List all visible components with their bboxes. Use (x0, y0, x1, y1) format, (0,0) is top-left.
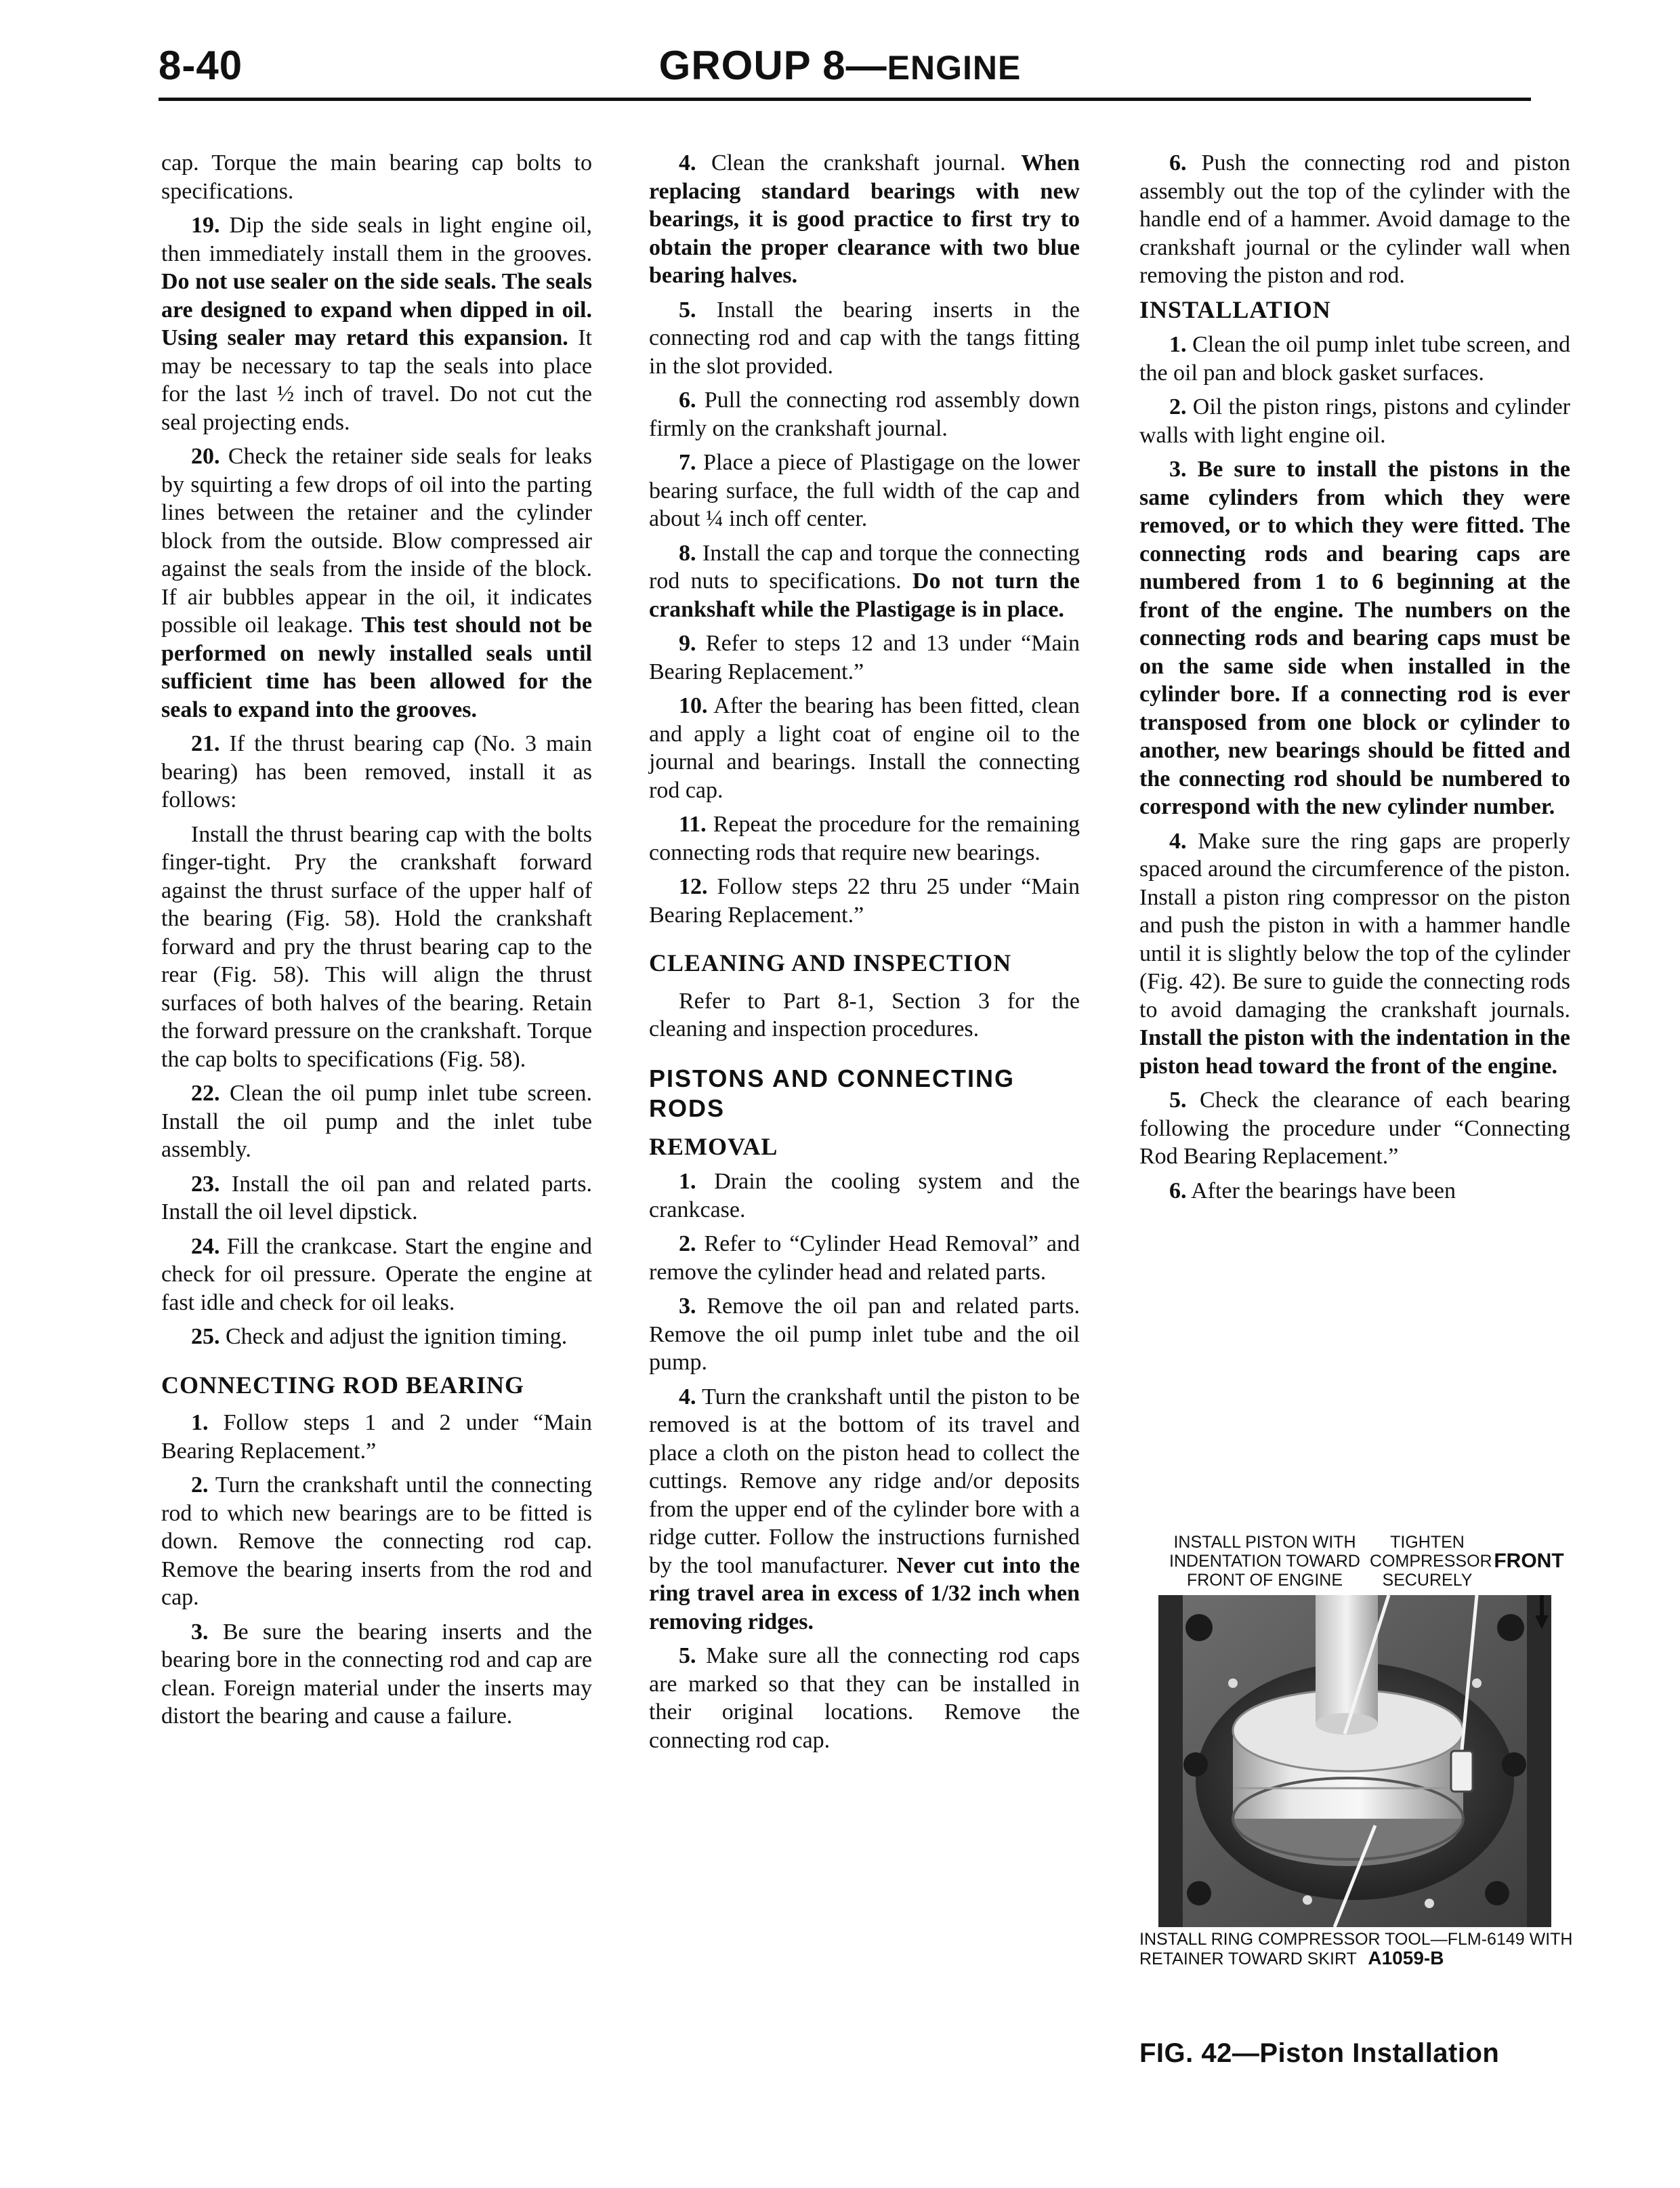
removal-step-1: 1. Drain the cooling system and the crankcase. (649, 1169, 1080, 1222)
step-number: 5. (679, 297, 696, 323)
step-number: 8. (679, 540, 696, 566)
group-name: ENGINE (887, 49, 1022, 87)
compressor-ratchet (1451, 1751, 1473, 1792)
installation-step-1: 1. Clean the oil pump inlet tube screen, and the oil pan and block gasket surfaces. (1139, 332, 1570, 386)
paragraph: Refer to Part 8-1, Section 3 for the cleaning and inspection procedures. (649, 988, 1080, 1041)
figure-caption: FIG. 42—Piston Installation (1139, 2038, 1500, 2068)
installation-step-4: 4. Make sure the ring gaps are properly spaced around the circumference of the piston. Install a piston ring compressor on the piston and push the piston in with a hammer handle until it is slightly below the top of the cylinder (Fig. 42). Be sure to guide the connecting rods to avoid damaging the crankshaft journals. Install the piston with the indentation in the piston head toward the front of the engine. (1139, 828, 1570, 1079)
step-number: 21. (191, 731, 220, 756)
step-number: 6. (679, 388, 696, 413)
step-number: 23. (191, 1171, 220, 1197)
step-24: 24. Fill the crankcase. Start the engine and check for oil pressure. Operate the engine at fast idle and check for oil leaks. (161, 1233, 592, 1315)
step-number: 2. (1169, 394, 1187, 419)
step-number: 4. (679, 150, 696, 176)
head-bolt-hole (1497, 1614, 1524, 1641)
step-8: 8. Install the cap and torque the connecting rod nuts to specifications. Do not turn the crankshaft while the Plastigage is in place. (649, 540, 1080, 622)
installation-step-5: 5. Check the clearance of each bearing following the procedure under “Connecting Rod Bearing Replacement.” (1139, 1088, 1570, 1169)
paragraph: Install the thrust bearing cap with the bolts finger-tight. Pry the crankshaft forward against the thrust surface of the upper half of the bearing (Fig. 58). Hold the crankshaft forward and pry the thrust bearing cap to the rear (Fig. 58). This will align the thrust surfaces of both halves of the bearing. Retain the forward pressure on the crankshaft. Torque the cap bolts to specifications (Fig. 58). (161, 821, 592, 1072)
text-column-2 (649, 149, 1080, 1760)
section-heading-connecting-rod-bearing: CONNECTING ROD BEARING (161, 1371, 525, 1399)
installation-step-2: 2. Oil the piston rings, pistons and cylinder walls with light engine oil. (1139, 394, 1571, 448)
callout-install-piston: INSTALL PISTON WITH INDENTATION TOWARD FRONT OF ENGINE (1169, 1533, 1360, 1590)
step-number: 3. (1169, 457, 1187, 482)
step-23: 23. Install the oil pan and related parts. Install the oil level dipstick. (161, 1171, 592, 1224)
step-number: 1. (679, 1169, 696, 1194)
step-9: 9. Refer to steps 12 and 13 under “Main Bearing Replacement.” (649, 631, 1080, 684)
step-7: 7. Place a piece of Plastigage on the lower bearing surface, the full width of the cap and about ¼ inch off center. (649, 450, 1080, 531)
group-dash: — (845, 43, 887, 88)
step-20: 20. Check the retainer side seals for leaks by squirting a few drops of oil into the parting lines between the retainer and the cylinder block from the outside. Blow compressed air against the seals from the inside of the block. If air bubbles appear in the oil, it indicates possible oil leakage. This test should not be performed on newly installed seals until sufficient time has been allowed for the seals to expand into the grooves. (161, 444, 593, 722)
head-bolt-hole (1485, 1881, 1509, 1905)
step-number: 2. (191, 1472, 209, 1498)
figure-code: A1059-B (1368, 1947, 1444, 1968)
warning-text: Do not turn the crankshaft while the Plastigage is in place. (649, 569, 1080, 622)
paragraph: cap. Torque the main bearing cap bolts to specifications. (161, 150, 592, 204)
removal-step-5: 5. Make sure all the connecting rod caps are marked so that they can be installed in their original locations. Remove the connecting rod cap. (649, 1643, 1080, 1753)
warning-text: Never cut into the ring travel area in excess of 1/32 inch when removing ridges. (649, 1552, 1080, 1634)
step-number: 1. (1169, 332, 1187, 357)
removal-step-4: 4. Turn the crankshaft until the piston to be removed is at the bottom of its travel and place a cloth on the piston head to collect the cuttings. Remove any ridge and/or deposits from the upper end of the cylinder bore with a ridge cutter. Follow the instructions furnished by the tool manufacturer. Never cut into the ring travel area in excess of 1/32 inch when removing ridges. (649, 1384, 1080, 1634)
step-number: 19. (191, 213, 220, 238)
head-bolt-hole (1185, 1614, 1213, 1641)
step-number: 3. (679, 1294, 696, 1319)
callout-front: FRONT (1494, 1550, 1564, 1572)
group-title (149, 42, 1531, 89)
step-number: 3. (191, 1619, 209, 1645)
removal-step-3: 3. Remove the oil pan and related parts. Remove the oil pump inlet tube and the oil pump. (649, 1294, 1080, 1375)
head-bolt-hole (1187, 1881, 1211, 1905)
step-11: 11. Repeat the procedure for the remaining connecting rods that require new bearings. (649, 812, 1080, 865)
removal-step-6: 6. Push the connecting rod and piston assembly out the top of the cylinder with the handle end of a hammer. Avoid damage to the crankshaft journal or the cylinder wall when removing the piston and rod. (1139, 150, 1571, 288)
text-column-3 (1139, 149, 1570, 1211)
section-heading-pistons-connecting-rods: PISTONS AND CONNECTING RODS (649, 1064, 1015, 1122)
step-number: 24. (191, 1233, 220, 1259)
step-number: 1. (191, 1410, 209, 1435)
step-number: 4. (1169, 828, 1187, 854)
warning-text: Do not use sealer on the side seals. The seals are designed to expand when dipped in oil. Using sealer may retard this expansion. (161, 269, 592, 350)
sub-heading-installation: INSTALLATION (1139, 295, 1331, 323)
section-heading-cleaning-inspection: CLEANING AND INSPECTION (649, 949, 1012, 976)
step-number: 10. (679, 693, 708, 718)
group-number: 8 (822, 43, 846, 88)
step-3: 3. Be sure the bearing inserts and the bearing bore in the connecting rod and cap are clean. Foreign material under the inserts may distort the bearing and cause a failure. (161, 1619, 593, 1729)
step-number: 5. (679, 1643, 696, 1668)
step-number: 5. (1169, 1088, 1187, 1113)
piston-installation-photo (1158, 1595, 1551, 1927)
step-1: 1. Follow steps 1 and 2 under “Main Bearing Replacement.” (161, 1410, 593, 1464)
head-bolt-hole (1502, 1752, 1526, 1777)
step-number: 25. (191, 1324, 220, 1349)
installation-step-6: 6. After the bearings have been (1169, 1178, 1456, 1203)
warning-text: Install the piston with the indentation in the piston head toward the front of the engine. (1139, 1025, 1570, 1079)
warning-text: This test should not be performed on newly installed seals until sufficient time has been allowed for the seals to expand into the grooves. (161, 613, 593, 722)
step-number: 11. (679, 812, 707, 837)
step-22: 22. Clean the oil pump inlet tube screen. Install the oil pump and the inlet tube assembly. (161, 1081, 592, 1162)
installation-step-3 (1139, 455, 1570, 821)
step-number: 22. (191, 1081, 220, 1106)
removal-step-2: 2. Refer to “Cylinder Head Removal” and remove the cylinder head and related parts. (649, 1231, 1080, 1285)
step-number: 20. (191, 444, 220, 469)
step-19: 19. Dip the side seals in light engine oil, then immediately install them in the grooves. Do not use sealer on the side seals. The seals are designed to expand when dipped in oil. Using sealer may retard this expansion. It may be necessary to tap the seals into place for the last ½ inch of travel. Do not cut the seal projecting ends. (161, 213, 593, 435)
step-number: 12. (679, 874, 708, 899)
step-number: 6. (1169, 1178, 1187, 1203)
step-number: 2. (679, 1231, 696, 1256)
page-number: 8-40 (159, 43, 243, 88)
callout-ring-compressor-text: INSTALL RING COMPRESSOR TOOL—FLM-6149 WITH RETAINER TOWARD SKIRT (1139, 1930, 1573, 1968)
step-number: 6. (1169, 150, 1187, 176)
sub-heading-removal: REMOVAL (649, 1132, 778, 1160)
figure-42 (1139, 1531, 1573, 2033)
step-4: 4. Clean the crankshaft journal. When replacing standard bearings with new bearings, it is good practice to first try to obtain the proper clearance with two blue bearing halves. (649, 150, 1080, 288)
text-column-1 (161, 149, 592, 1737)
step-10: 10. After the bearing has been fitted, clean and apply a light coat of engine oil to the journal and bearings. Install the connecting rod cap. (649, 693, 1080, 803)
step-number: 4. (679, 1384, 696, 1409)
step-6: 6. Pull the connecting rod assembly down firmly on the crankshaft journal. (649, 388, 1080, 441)
head-bolt-hole (1183, 1752, 1208, 1777)
step-number: 7. (679, 450, 696, 475)
callout-ring-compressor (1139, 1930, 1573, 1968)
header-rule (159, 98, 1531, 101)
group-word: GROUP (658, 43, 812, 88)
callout-tighten-compressor: TIGHTEN COMPRESSOR SECURELY (1370, 1533, 1492, 1590)
step-12: 12. Follow steps 22 thru 25 under “Main Bearing Replacement.” (649, 874, 1080, 928)
step-25: 25. Check and adjust the ignition timing. (191, 1324, 568, 1349)
step-number: 9. (679, 631, 696, 656)
step-21: 21. If the thrust bearing cap (No. 3 main bearing) has been removed, install it as follows: (161, 731, 592, 812)
step-2: 2. Turn the crankshaft until the connecting rod to which new bearings are to be fitted is down. Remove the connecting rod cap. Remove the bearing inserts from the rod and cap. (161, 1472, 593, 1610)
page-header (149, 42, 1531, 110)
warning-text: When replacing standard bearings with new bearings, it is good practice to first try to obtain the proper clearance with two blue bearing halves. (649, 150, 1080, 288)
warning-text: Be sure to install the pistons in the same cylinders from which they were removed, or to which they were fitted. The connecting rods and bearing caps are numbered from 1 to 6 beginning at the front of the engine. The numbers on the connecting rods and bearing caps must be on the same side when installed in the cylinder bore. If a connecting rod is ever transposed from one block or cylinder to another, new bearings should be fitted and the connecting rod should be numbered to correspond with the new cylinder number. (1139, 457, 1570, 819)
step-5: 5. Install the bearing inserts in the connecting rod and cap with the tangs fitting in the slot provided. (649, 297, 1080, 379)
